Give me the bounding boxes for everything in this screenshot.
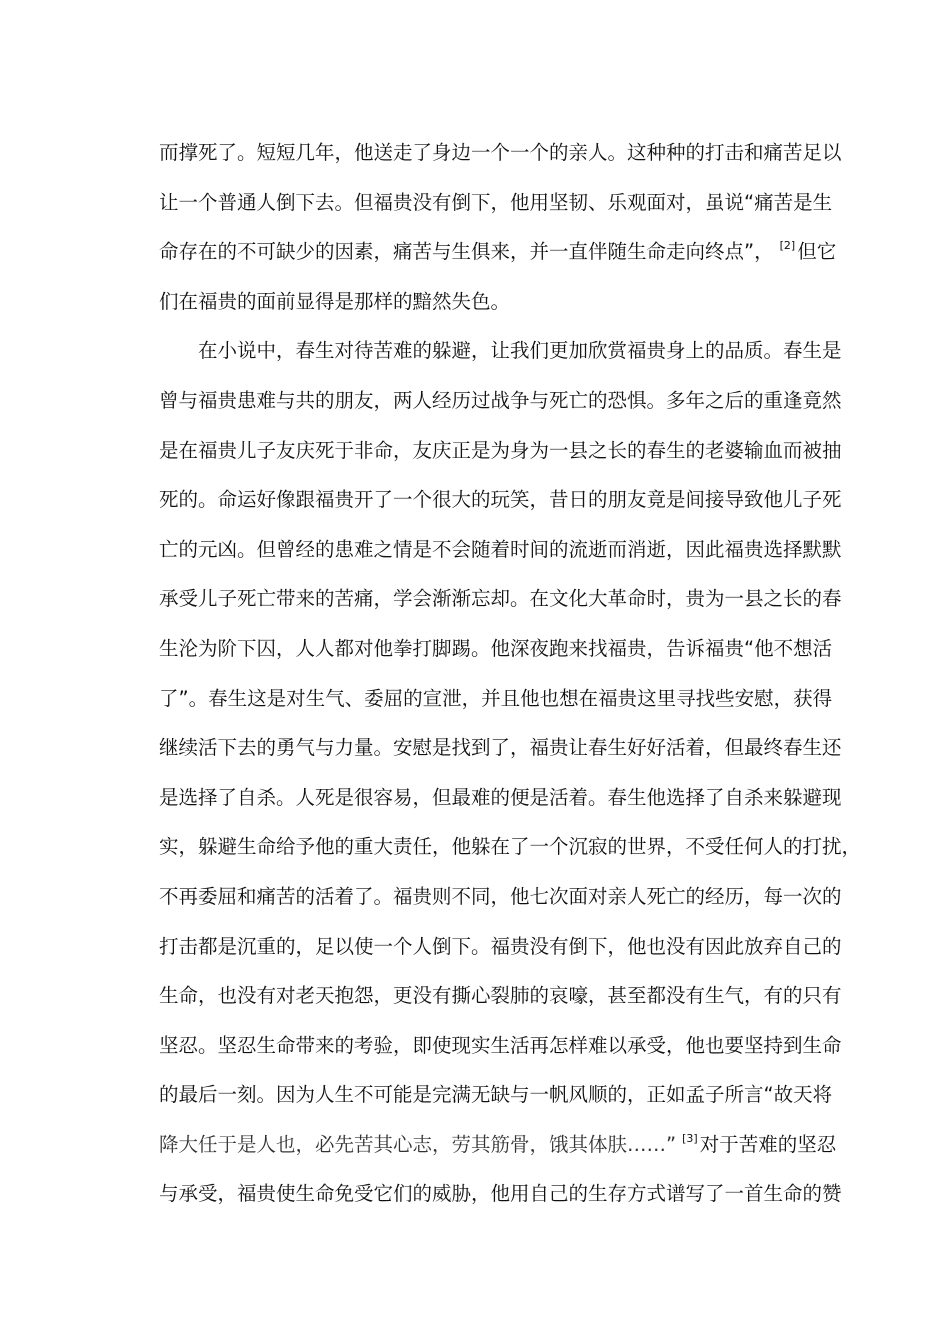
text-line: 的最后一刻。因为人生不可能是完满无缺与一帆风顺的，正如孟子所言“故天将 (159, 1083, 833, 1107)
text-line: 与承受，福贵使生命免受它们的威胁，他用自己的生存方式谱写了一首生命的赞 (159, 1182, 842, 1206)
text-line: 不再委屈和痛苦的活着了。福贵则不同，他七次面对亲人死亡的经历，每一次的 (159, 884, 842, 908)
text-line: 们在福贵的面前显得是那样的黯然失色。 (159, 289, 511, 313)
text-line: 亡的元凶。但曾经的患难之情是不会随着时间的流逝而消逝，因此福贵选择默默 (159, 537, 842, 561)
text-line (159, 1120, 849, 1170)
paragraph-first-line: 在小说中，春生对待苦难的躲避，让我们更加欣赏福贵身上的品质。春生是 (198, 339, 842, 363)
text-line: 让一个普通人倒下去。但福贵没有倒下，他用坚韧、乐观面对，虽说“痛苦是生 (159, 190, 833, 214)
text-line: 打击都是沉重的，足以使一个人倒下。福贵没有倒下，他也没有因此放弃自己的 (159, 934, 842, 958)
body-text (159, 128, 862, 1219)
text-segment: 对于苦难的坚忍 (699, 1132, 837, 1156)
text-line (159, 227, 849, 277)
text-line: 实，躲避生命给予他的重大责任，他躲在了一个沉寂的世界，不受任何人的打扰， (159, 835, 862, 859)
text-line: 而撑死了。短短几年，他送走了身边一个一个的亲人。这种种的打击和痛苦足以 (159, 141, 842, 164)
text-line: 坚忍。坚忍生命带来的考验，即使现实生活再怎样难以承受，他也要坚持到生命 (159, 1033, 842, 1057)
text-line: 死的。命运好像跟福贵开了一个很大的玩笑，昔日的朋友竟是间接导致他儿子死 (159, 488, 842, 512)
text-line: 了”。春生这是对生气、委屈的宣泄，并且他也想在福贵这里寻找些安慰，获得 (159, 686, 833, 710)
text-line: 曾与福贵患难与共的朋友，两人经历过战争与死亡的恐惧。多年之后的重逢竟然 (159, 388, 842, 412)
text-line: 生命，也没有对老天抱怨，更没有撕心裂肺的哀嚎，甚至都没有生气，有的只有 (159, 984, 842, 1008)
text-line: 是选择了自杀。人死是很容易，但最难的便是活着。春生他选择了自杀来躲避现 (159, 785, 842, 809)
quote-segment: 降大任于是人也，必先苦其心志，劳其筋骨，饿其体肤……” (159, 1132, 677, 1156)
text-line: 生沦为阶下囚，人人都对他拳打脚踢。他深夜跑来找福贵，告诉福贵“他不想活 (159, 636, 833, 660)
footnote-ref-2: [2] (779, 239, 796, 253)
text-segment: 命存在的不可缺少的因素，痛苦与生俱来，并一直伴随生命走向终点”， (159, 240, 774, 264)
footnote-ref-3: [3] (682, 1131, 698, 1145)
text-line: 承受儿子死亡带来的苦痛，学会渐渐忘却。在文化大革命时，贵为一县之长的春 (159, 587, 842, 611)
text-line: 是在福贵儿子友庆死于非命，友庆正是为身为一县之长的春生的老婆输血而被抽 (159, 438, 842, 462)
text-line: 继续活下去的勇气与力量。安慰是找到了，福贵让春生好好活着，但最终春生还 (159, 736, 842, 760)
text-segment: 但它 (797, 240, 837, 264)
